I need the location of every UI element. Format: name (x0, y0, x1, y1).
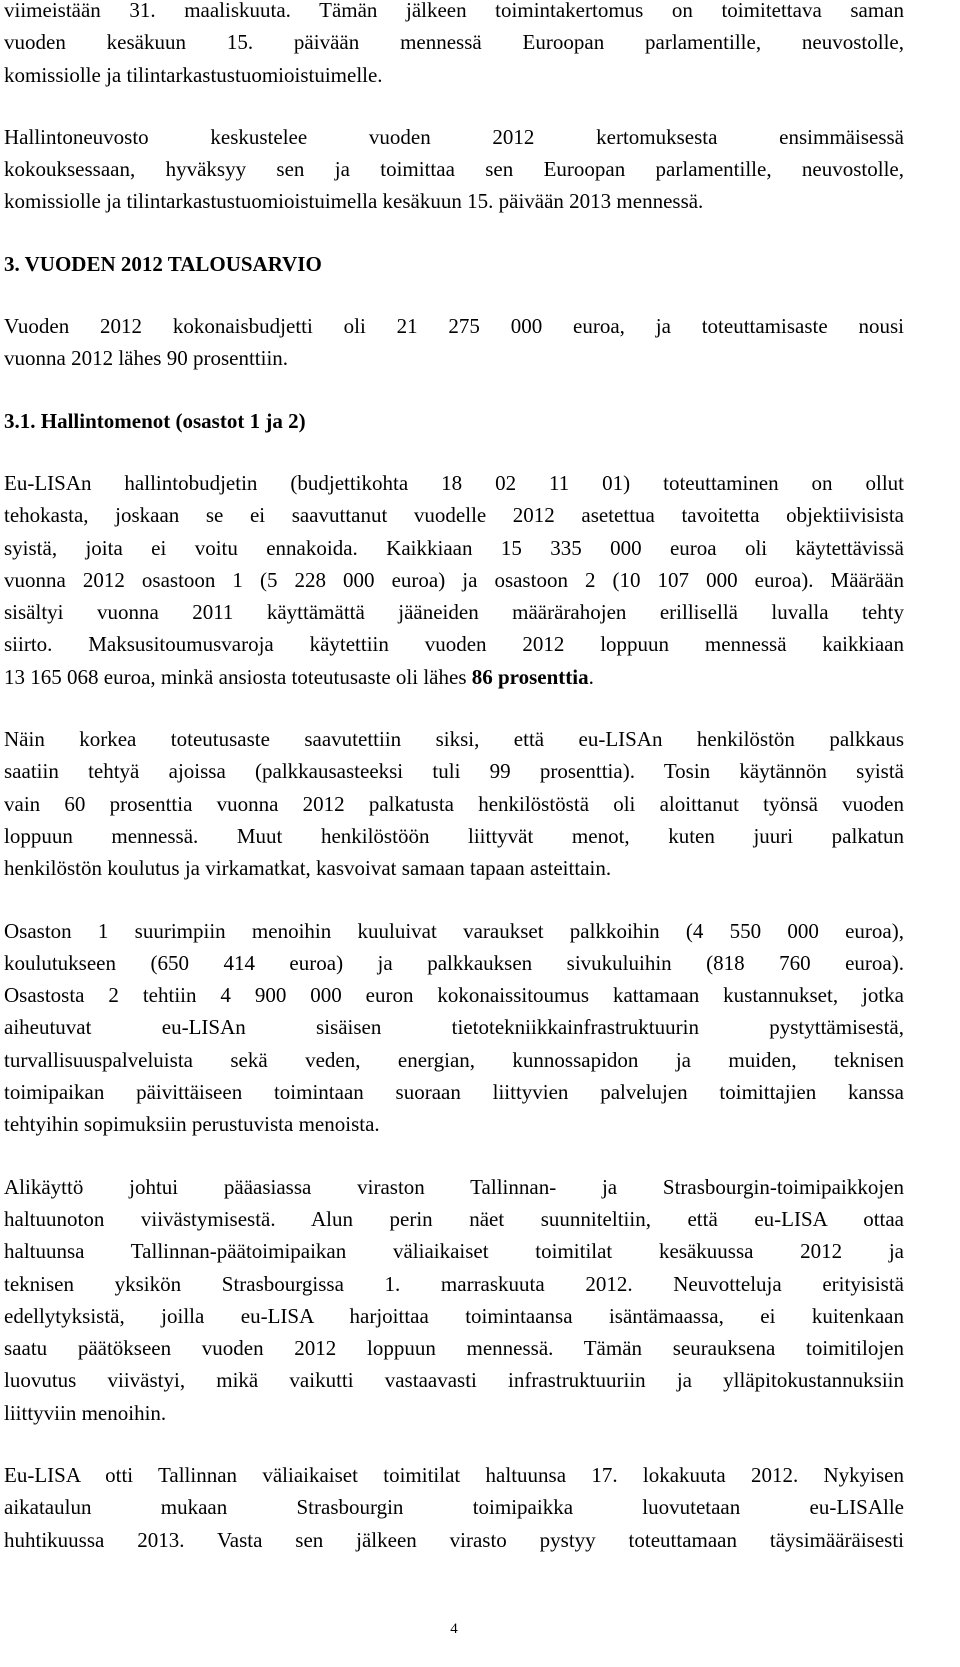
paragraph-underspending (4, 1171, 904, 1429)
text-line: aiheutuvat eu-LISAn sisäisen tietotekniikkainfrastruktuurin pystyttämisestä, (4, 1015, 904, 1040)
text-line: komissiolle ja tilintarkastustuomioistuimella kesäkuun 15. päivään 2013 mennessä. (4, 189, 704, 214)
spacer (4, 1429, 904, 1459)
text-line: sisältyi vuonna 2011 käyttämättä jääneiden määrärahojen erillisellä luvalla tehty (4, 600, 904, 625)
text-line: vain 60 prosenttia vuonna 2012 palkatusta henkilöstöstä oli aloittanut työnsä vuoden (4, 791, 904, 816)
spacer (4, 91, 904, 121)
text-line: siirto. Maksusitoumusvaroja käytettiin vuoden 2012 loppuun mennessä kaikkiaan (4, 632, 904, 657)
paragraph-staffing (4, 723, 904, 884)
text-line: komissiolle ja tilintarkastustuomioistuimelle. (4, 62, 383, 87)
text-line: turvallisuuspalveluista sekä veden, energian, kunnossapidon ja muiden, teknisen (4, 1047, 904, 1072)
text-line: haltuunoton viivästymisestä. Alun perin näet suunniteltiin, että eu-LISA ottaa (4, 1206, 904, 1231)
text-line: huhtikuussa 2013. Vasta sen jälkeen virasto pystyy toteuttamaan täysimääräisesti (4, 1527, 904, 1552)
paragraph-admin-budget (4, 467, 904, 693)
text-line: koulutukseen (650 414 euroa) ja palkkauksen sivukuluihin (818 760 euroa). (4, 950, 904, 975)
paragraph-title-expenses (4, 915, 904, 1141)
text-line: loppuun mennessä. Muut henkilöstöön liittyvät menot, kuten juuri palkatun (4, 823, 904, 848)
text-line: vuonna 2012 lähes 90 prosenttiin. (4, 346, 289, 371)
emphasis-percentage: 86 prosenttia (471, 664, 589, 689)
text-line: kokouksessaan, hyväksyy sen ja toimittaa sen Euroopan parlamentille, neuvostolle, (4, 157, 904, 182)
text-line: Vuoden 2012 kokonaisbudjetti oli 21 275 000 euroa, ja toteuttamisaste nousi (4, 314, 904, 339)
paragraph-total-budget (4, 310, 904, 375)
text-line: toimipaikan päivittäiseen toimintaan suoraan liittyvien palvelujen toimittajien kanssa (4, 1080, 904, 1105)
text-line: Osastosta 2 tehtiin 4 900 000 euron kokonaissitoumus kattamaan kustannukset, jotka (4, 983, 904, 1008)
text-line: tehokasta, joskaan se ei saavuttanut vuodelle 2012 asetettua tavoitetta objektiivisista (4, 503, 904, 528)
text-line: edellytyksistä, joilla eu-LISA harjoittaa toimintaansa isäntämaassa, ei kuitenkaan (4, 1303, 904, 1328)
text-line: Näin korkea toteutusaste saavutettiin siksi, että eu-LISAn henkilöstön palkkaus (4, 727, 904, 752)
text-line: viimeistään 31. maaliskuuta. Tämän jälkeen toimintakertomus on toimitettava saman (4, 0, 904, 22)
text-line: saatiin tehtyä ajoissa (palkkausasteeksi tuli 99 prosenttia). Tosin käytännön syistä (4, 759, 904, 784)
text-line: aikataulun mukaan Strasbourgin toimipaikka luovutetaan eu-LISAlle (4, 1495, 904, 1520)
text-line: Eu-LISA otti Tallinnan väliaikaiset toimitilat haltuunsa 17. lokakuuta 2012. Nykyisen (4, 1462, 904, 1487)
text-run: . (588, 664, 594, 689)
spacer (4, 1141, 904, 1171)
text-line: vuoden kesäkuun 15. päivään mennessä Euroopan parlamentille, neuvostolle, (4, 30, 904, 55)
spacer (4, 693, 904, 723)
spacer (4, 280, 904, 310)
spacer (4, 885, 904, 915)
text-line: liittyviin menoihin. (4, 1400, 167, 1425)
paragraph-report-deadline (4, 0, 904, 91)
paragraph-premises-handover (4, 1459, 904, 1556)
page-number: 4 (450, 1621, 458, 1637)
text-line: haltuunsa Tallinnan-päätoimipaikan väliaikaiset toimitilat kesäkuussa 2012 ja (4, 1239, 904, 1264)
document-page (4, 0, 904, 1556)
spacer (4, 437, 904, 467)
text-line: vuonna 2012 osastoon 1 (5 228 000 euroa) ja osastoon 2 (10 107 000 euroa). Määrään (4, 567, 904, 592)
text-line: luovutus viivästyi, mikä vaikutti vastaavasti infrastruktuuriin ja ylläpitokustannuksiin (4, 1368, 904, 1393)
text-line: teknisen yksikön Strasbourgissa 1. marraskuuta 2012. Neuvotteluja erityisistä (4, 1271, 904, 1296)
text-line: syistä, joita ei voitu ennakoida. Kaikkiaan 15 335 000 euroa oli käytettävissä (4, 535, 904, 560)
text-line: tehtyihin sopimuksiin perustuvista menoista. (4, 1112, 380, 1137)
subsection-heading-administrative: 3.1. Hallintomenot (osastot 1 ja 2) (4, 408, 306, 433)
text-run: 13 165 068 euroa, minkä ansiosta toteutusaste oli lähes (4, 664, 472, 689)
text-line: saatu päätökseen vuoden 2012 loppuun mennessä. Tämän seurauksena toimitilojen (4, 1336, 904, 1361)
text-line: Osaston 1 suurimpiin menoihin kuuluivat varaukset palkkoihin (4 550 000 euroa), (4, 918, 904, 943)
text-line: Hallintoneuvosto keskustelee vuoden 2012 kertomuksesta ensimmäisessä (4, 124, 904, 149)
text-line (4, 661, 904, 693)
section-heading-budget: 3. VUODEN 2012 TALOUSARVIO (4, 251, 322, 276)
spacer (4, 218, 904, 248)
text-line: Eu-LISAn hallintobudjetin (budjettikohta 18 02 11 01) toteuttaminen on ollut (4, 470, 904, 495)
paragraph-board-review (4, 121, 904, 218)
spacer (4, 375, 904, 405)
text-line: Alikäyttö johtui pääasiassa viraston Tallinnan- ja Strasbourgin-toimipaikkojen (4, 1174, 904, 1199)
text-line: henkilöstön koulutus ja virkamatkat, kasvoivat samaan tapaan asteittain. (4, 856, 612, 881)
